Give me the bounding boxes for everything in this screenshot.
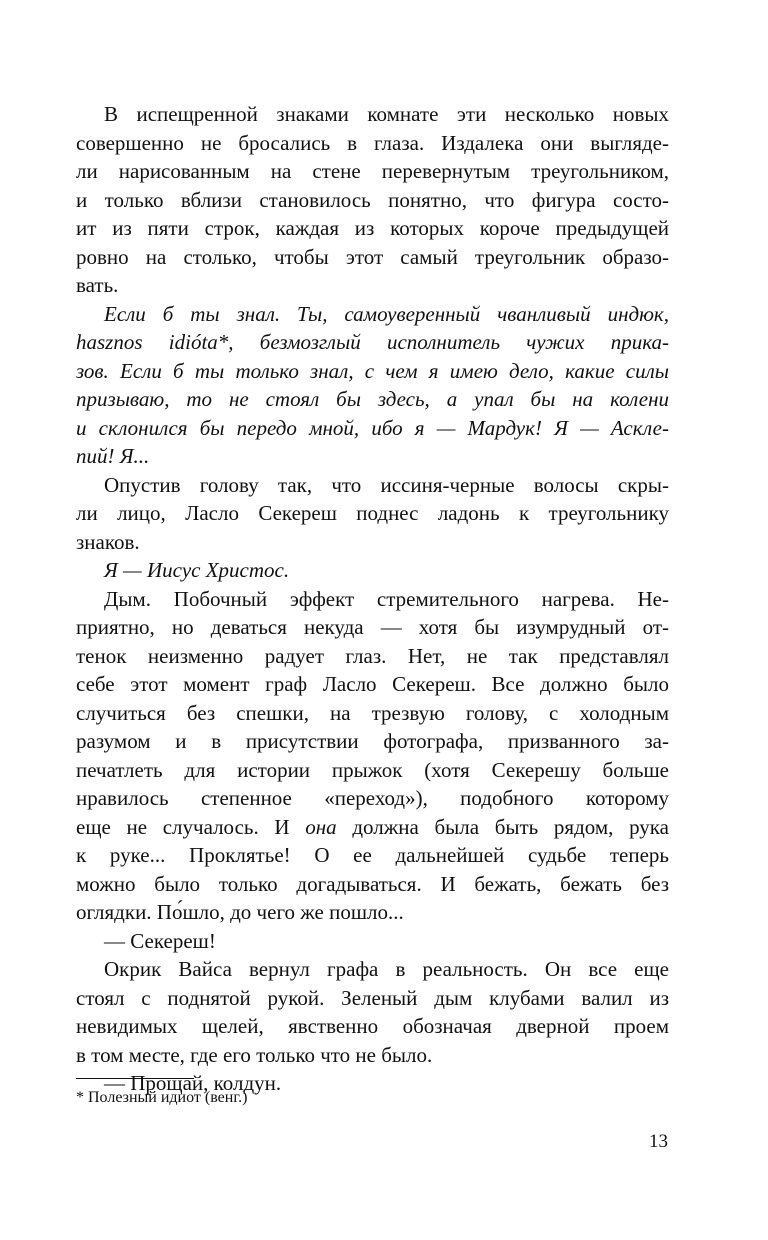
italic-line: Я — Иисус Христос. <box>104 558 290 582</box>
body-text <box>76 100 669 1098</box>
text-line: ли нарисованным на стене перевернутым треугольником, <box>76 159 669 183</box>
text-line: себе этот момент граф Ласло Секереш. Все должно было <box>76 672 669 696</box>
text-line: знаков. <box>76 529 140 554</box>
text-line: печатлеть для истории прыжок (хотя Секерешу больше <box>76 757 669 782</box>
text-segment: должна была быть рядом, рука <box>336 814 669 839</box>
text-line: в том месте, где его только что не было. <box>76 1042 433 1067</box>
text-line: можно было только догадываться. И бежать, бежать без <box>76 871 669 896</box>
text-line: совершенно не бросались в глаза. Издалека они выгляде- <box>76 130 669 155</box>
italic-line: призываю, то не стоял бы здесь, а упал бы на колени <box>76 387 669 411</box>
text-line: оглядки. По́шло, до чего же пошло... <box>76 900 404 924</box>
text-line: стоял с поднятой рукой. Зеленый дым клубами валил из <box>76 985 669 1010</box>
text-segment: еще не случалось. И <box>76 814 306 839</box>
footnote: * Полезный идиот (венг.) <box>76 1089 248 1106</box>
text-line: ит из пяти строк, каждая из которых короче предыдущей <box>76 216 669 240</box>
text-line: тенок неизменно радует глаз. Нет, не так представлял <box>76 643 669 668</box>
text-line: Окрик Вайса вернул графа в реальность. Он все еще <box>104 957 669 981</box>
text-line: невидимых щелей, явственно обозначая дверной проем <box>76 1014 669 1038</box>
text-line: разумом и в присутствии фотографа, призванного за- <box>76 729 669 753</box>
text-line: Дым. Побочный эффект стремительного нагрева. Не- <box>104 586 669 611</box>
italic-word: она <box>305 814 337 839</box>
italic-line: Если б ты знал. Ты, самоуверенный чванливый индюк, <box>104 301 669 326</box>
text-line <box>76 813 669 842</box>
text-line: В испещренной знаками комнате эти несколько новых <box>104 102 669 126</box>
text-line: ровно на столько, чтобы этот самый треугольник образо- <box>76 244 669 269</box>
text-line: Опустив голову так, что иссиня-черные волосы скры- <box>104 472 669 497</box>
italic-line: зов. Если б ты только знал, с чем я имею дело, какие силы <box>76 358 669 383</box>
dialogue-line: — Секереш! <box>104 928 216 953</box>
text-line: приятно, но деваться некуда — хотя бы изумрудный от- <box>76 615 669 639</box>
dialogue-line: — Прощай, колдун. <box>104 1071 282 1095</box>
text-line: ли лицо, Ласло Секереш поднес ладонь к треугольнику <box>76 501 669 525</box>
italic-line: hasznos idióta*, безмозглый исполнитель чужих прика- <box>76 330 669 354</box>
text-line: случиться без спешки, на трезвую голову, с холодным <box>76 700 669 725</box>
italic-line: пий! Я... <box>76 444 150 468</box>
text-line: нравилось степенное «переход»), подобного которому <box>76 786 669 810</box>
text-line: к руке... Проклятье! О ее дальнейшей судьбе теперь <box>76 843 669 867</box>
text-line: вать. <box>76 273 119 297</box>
italic-line: и склонился бы передо мной, ибо я — Мардук! Я — Аскле- <box>76 415 669 440</box>
text-line: и только вблизи становилось понятно, что фигура состо- <box>76 187 669 212</box>
footnote-divider <box>76 1078 194 1079</box>
page-number: 13 <box>649 1131 668 1152</box>
